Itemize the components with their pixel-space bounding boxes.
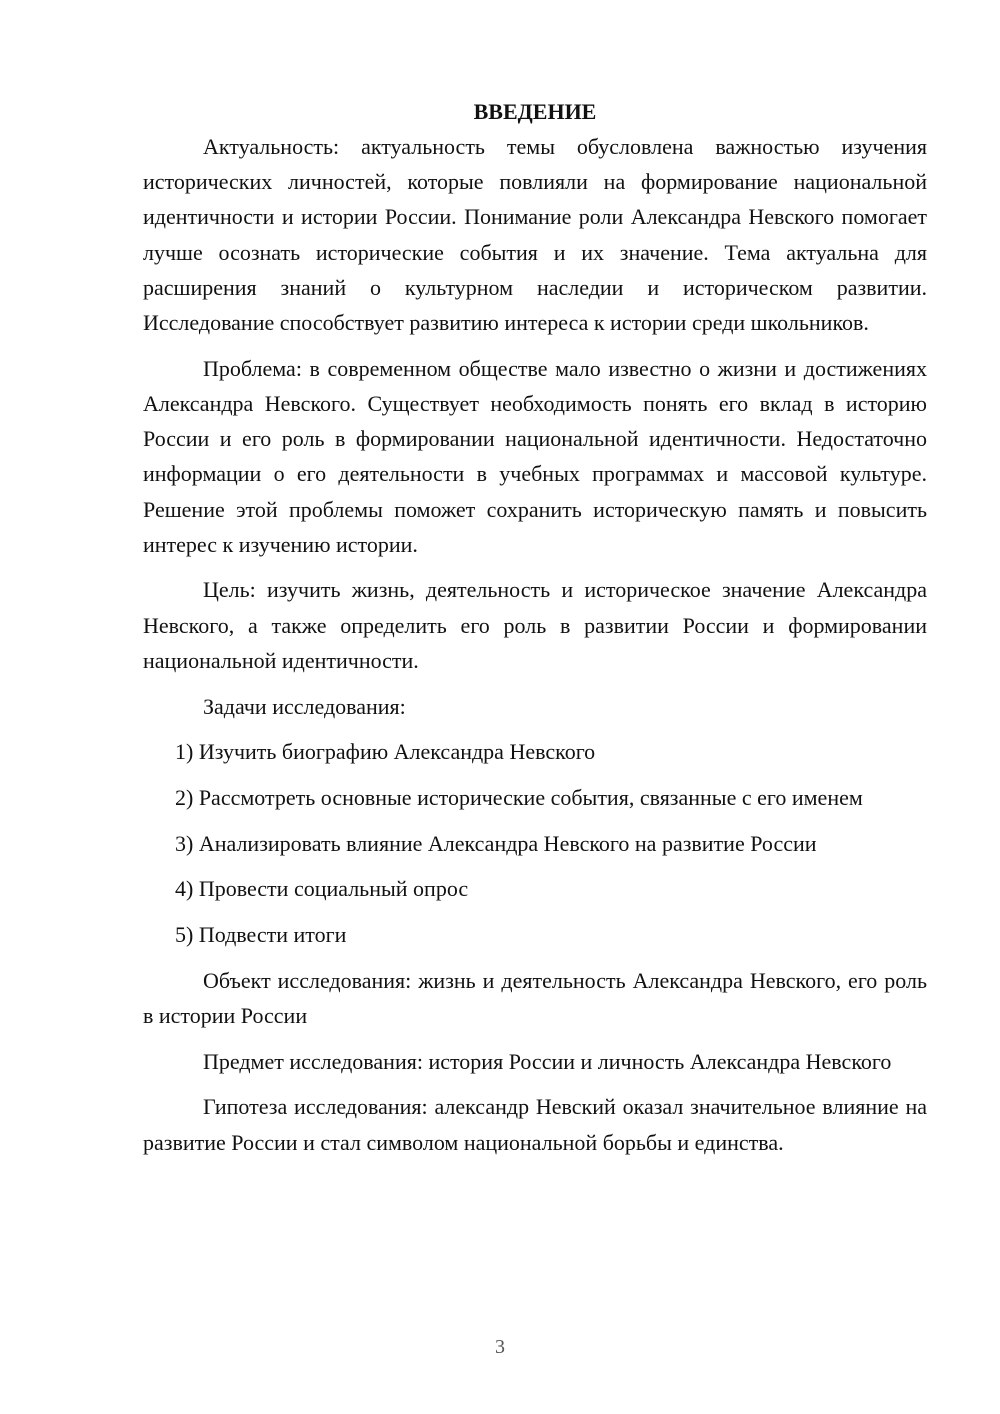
tasks-heading: Задачи исследования: xyxy=(203,693,406,719)
goal-paragraph: Цель: изучить жизнь, деятельность и историческое значение Александра Невского, а также определить его роль в развитии России и формировании национальной идентичности. xyxy=(143,577,927,673)
subject-paragraph: Предмет исследования: история России и личность Александра Невского xyxy=(203,1048,892,1074)
task-item: 1) Изучить биографию Александра Невского xyxy=(175,739,596,765)
task-item: 2) Рассмотреть основные исторические события, связанные с его именем xyxy=(175,784,863,810)
page-number: 3 xyxy=(495,1336,505,1358)
problem-paragraph: Проблема: в современном обществе мало известно о жизни и достижениях Александра Невского. Существует необходимость понять его вклад в историю России и его роль в формировании национальной идентичности. Недостаточно информации о его деятельности в учебных программах и массовой культуре. Решение этой проблемы поможет сохранить историческую память и повысить интерес к изучению истории. xyxy=(143,355,927,557)
hypothesis-paragraph: Гипотеза исследования: александр Невский оказал значительное влияние на развитие России и стал символом национальной борьбы и единства. xyxy=(143,1094,927,1155)
section-title: ВВЕДЕНИЕ xyxy=(473,99,597,124)
object-paragraph: Объект исследования: жизнь и деятельность Александра Невского, его роль в истории России xyxy=(143,967,927,1028)
task-item: 3) Анализировать влияние Александра Невского на развитие России xyxy=(175,830,817,856)
document-body xyxy=(143,94,927,1170)
task-item: 4) Провести социальный опрос xyxy=(175,876,469,902)
relevance-paragraph: Актуальность: актуальность темы обусловлена важностью изучения исторических личностей, которые повлияли на формирование национальной идентичности и истории России. Понимание роли Александра Невского помогает лучше осознать исторические события и их значение. Тема актуальна для расширения знаний о культурном наследии и историческом развитии. Исследование способствует развитию интереса к истории среди школьников. xyxy=(143,134,927,336)
task-item: 5) Подвести итоги xyxy=(175,922,347,948)
